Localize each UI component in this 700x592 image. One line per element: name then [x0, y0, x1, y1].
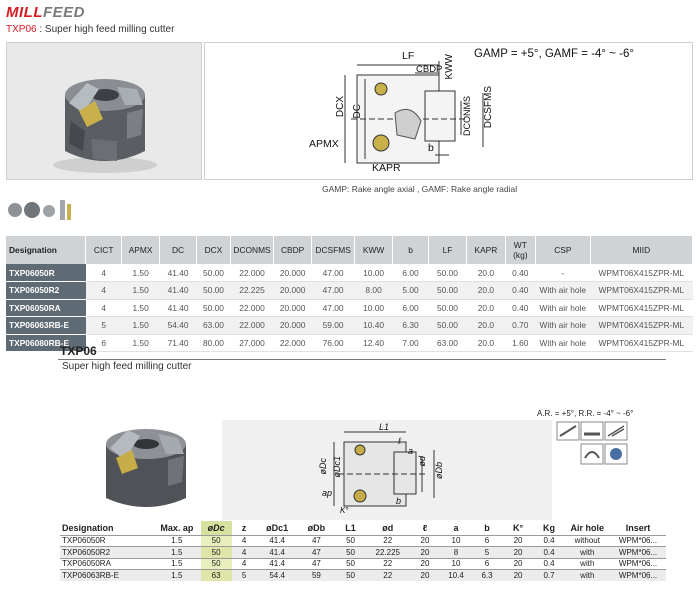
table-cell: 12.40 [354, 334, 392, 352]
section2-title: TXP06 [60, 344, 97, 358]
col-header: Kg [543, 522, 556, 533]
table-cell: WPM*06... [610, 570, 666, 582]
table-cell: 20.0 [467, 317, 505, 335]
col-header: øDc1 [266, 522, 289, 533]
table-cell: 80.00 [196, 334, 230, 352]
dim-db: øDb [434, 462, 444, 480]
table-cell: 47 [298, 547, 335, 559]
table-cell: 71.40 [160, 334, 196, 352]
designation-cell: TXP06050R2 [6, 282, 86, 300]
table-cell: 5 [232, 570, 257, 582]
cutter-photo [7, 43, 203, 181]
table-cell: 5.00 [393, 282, 428, 300]
table-cell: 20.000 [273, 299, 311, 317]
section2-angle-note: A.R. = +5°, R.R. = -4° ~ -6° [537, 409, 634, 418]
table-cell: 20.0 [467, 299, 505, 317]
table-cell: 50 [335, 535, 366, 547]
table-cell: 6 [86, 334, 121, 352]
table-cell: 20.0 [467, 282, 505, 300]
dim-ap: ap [322, 488, 333, 498]
col-header: Designation [6, 236, 86, 264]
col-header: CICT [86, 236, 121, 264]
table-cell: 10 [440, 535, 471, 547]
table-cell: 22.000 [231, 299, 274, 317]
table-cell: 47 [298, 535, 335, 547]
col-header: WT (kg) [505, 236, 535, 264]
table-cell: 50 [201, 535, 232, 547]
table-cell: with [565, 558, 611, 570]
table-cell: without [565, 535, 611, 547]
table-cell: 63 [201, 570, 232, 582]
col-header: ød [382, 522, 394, 533]
col-header: Insert [625, 522, 651, 533]
col-header: z [241, 522, 247, 533]
table-cell: 20 [409, 535, 440, 547]
dim-dcx: DCX [335, 96, 346, 118]
dim-cbdp: CBDP [416, 64, 443, 75]
table-cell: 5 [86, 317, 121, 335]
dim-dc1: øDc1 [332, 456, 342, 478]
table-cell: 6 [472, 535, 503, 547]
table-cell: 1.50 [121, 264, 159, 282]
table-cell: 20 [503, 547, 534, 559]
table-row [6, 334, 693, 352]
table-cell: 59 [298, 570, 335, 582]
table-cell: 6.3 [472, 570, 503, 582]
machining-icons [556, 420, 664, 468]
table-cell: 7.00 [393, 334, 428, 352]
table-cell: 4 [232, 558, 257, 570]
section2-divider [58, 359, 666, 360]
dim-dc2: øDc [318, 458, 328, 475]
table-cell: 20 [503, 570, 534, 582]
table-cell: 22 [366, 558, 409, 570]
dim-b: b [428, 142, 434, 154]
table-cell: 1.50 [121, 299, 159, 317]
designation-cell: TXP06050RA [60, 558, 153, 570]
drawing-caption: GAMP: Rake angle axial , GAMF: Rake angle radial [322, 184, 518, 194]
table-cell: 63.00 [196, 317, 230, 335]
dim-dcsfms: DCSFMS [483, 86, 494, 129]
col-header: APMX [121, 236, 159, 264]
table-cell: With air hole [536, 334, 591, 352]
table-cell: 50.00 [428, 264, 466, 282]
dim-lf: LF [402, 50, 415, 62]
table-cell: 22.225 [366, 547, 409, 559]
cutter-photo-2 [88, 414, 204, 518]
table-cell: With air hole [536, 299, 591, 317]
technical-drawing-2 [222, 420, 552, 520]
col-header: Designation [62, 522, 114, 533]
table-cell: 22.000 [273, 334, 311, 352]
table-cell: 1.5 [153, 547, 201, 559]
table-cell: 22.225 [231, 282, 274, 300]
table-cell: 50.00 [428, 299, 466, 317]
table-cell: 1.5 [153, 570, 201, 582]
col-header: b [393, 236, 428, 264]
col-header: CSP [536, 236, 591, 264]
table-cell: 20.000 [273, 282, 311, 300]
designation-cell: TXP06080RB-E [6, 334, 86, 352]
table-cell: WPM*06... [610, 547, 666, 559]
dim-k: K° [340, 506, 349, 515]
table-cell: 50.00 [196, 282, 230, 300]
section2-subtitle: Super high feed milling cutter [62, 361, 192, 372]
designation-cell: TXP06050RA [6, 299, 86, 317]
table-cell: 10.4 [440, 570, 471, 582]
table-cell: 41.40 [160, 282, 196, 300]
table-cell: 50 [335, 558, 366, 570]
table-cell: WPM*06... [610, 558, 666, 570]
table-cell: 41.40 [160, 299, 196, 317]
product-photo-panel [6, 42, 202, 180]
table-cell: 8 [440, 547, 471, 559]
table-cell: 4 [86, 264, 121, 282]
table-cell: 47 [298, 558, 335, 570]
col-header: CBDP [273, 236, 311, 264]
table-row [60, 535, 666, 547]
table-cell: 20.0 [467, 334, 505, 352]
dim-b2: b [396, 496, 402, 506]
table-cell: 20 [503, 558, 534, 570]
table-cell: 0.70 [505, 317, 535, 335]
table-cell: 4 [232, 535, 257, 547]
table-cell: 20 [503, 535, 534, 547]
table-cell: 8.00 [354, 282, 392, 300]
product-subtitle [6, 24, 174, 35]
col-header: b [484, 522, 490, 533]
table-cell: 20 [409, 547, 440, 559]
rake-angle-note: GAMP = +5°, GAMF = -4° ~ -6° [474, 48, 634, 60]
col-header: Max. ap [160, 522, 194, 533]
designation-cell: TXP06050R [60, 535, 153, 547]
table-cell: 76.00 [312, 334, 355, 352]
dim-dd: ød [417, 456, 427, 467]
table-cell: WPM*06... [610, 535, 666, 547]
table-cell: - [536, 264, 591, 282]
table-cell: 20 [409, 570, 440, 582]
table-cell: 50 [201, 558, 232, 570]
table-cell: 4 [232, 547, 257, 559]
designation-cell: TXP06050R2 [60, 547, 153, 559]
table-cell: 10 [440, 558, 471, 570]
product-code: TXP06 [6, 24, 37, 35]
table-cell: 50.00 [196, 299, 230, 317]
table-cell: 5 [472, 547, 503, 559]
table-cell: 50.00 [428, 317, 466, 335]
col-header: øDb [307, 522, 326, 533]
table-cell: 50.00 [196, 264, 230, 282]
dim-a: a [408, 446, 414, 456]
table-cell: 1.50 [121, 282, 159, 300]
table-row [60, 570, 666, 582]
col-header: MIID [590, 236, 692, 264]
table-cell: 1.5 [153, 535, 201, 547]
table-cell: With air hole [536, 317, 591, 335]
col-header: DCX [196, 236, 230, 264]
col-header: ℓ [422, 522, 428, 533]
table-cell: 47.00 [312, 264, 355, 282]
table-cell: 6.00 [393, 299, 428, 317]
table-cell: 0.7 [534, 570, 565, 582]
table-cell: WPMT06X415ZPR-ML [590, 317, 692, 335]
table-cell: WPMT06X415ZPR-ML [590, 299, 692, 317]
table-cell: 59.00 [312, 317, 355, 335]
table-cell: 22 [366, 535, 409, 547]
spec-table-summary [60, 521, 666, 581]
col-header: DC [160, 236, 196, 264]
table-cell: 41.40 [160, 264, 196, 282]
table-cell: WPMT06X415ZPR-ML [590, 264, 692, 282]
table-cell: 0.40 [505, 264, 535, 282]
table-row [60, 558, 666, 570]
table-cell: 1.50 [121, 334, 159, 352]
table-cell: 22.000 [231, 317, 274, 335]
table-cell: 41.4 [256, 558, 297, 570]
designation-cell: TXP06063RB-E [6, 317, 86, 335]
table-cell: 50 [335, 570, 366, 582]
table-row [6, 317, 693, 335]
table-cell: With air hole [536, 282, 591, 300]
table-cell: 1.50 [121, 317, 159, 335]
table-cell: 0.4 [534, 535, 565, 547]
product-thumbnails [6, 196, 76, 222]
dim-kww: KWW [444, 54, 455, 80]
designation-cell: TXP06050R [6, 264, 86, 282]
table-cell: 20.0 [467, 264, 505, 282]
table-cell: 54.40 [160, 317, 196, 335]
table-cell: 20.000 [273, 264, 311, 282]
col-header: Air hole [570, 522, 605, 533]
table-cell: with [565, 547, 611, 559]
table-cell: 6.00 [393, 264, 428, 282]
table-row [6, 299, 693, 317]
table-cell: 10.00 [354, 299, 392, 317]
table-cell: 20 [409, 558, 440, 570]
table-cell: 50 [201, 547, 232, 559]
dim-dconms: DCONMS [462, 96, 472, 136]
col-header: øDc [201, 521, 232, 535]
table-row [6, 282, 693, 300]
col-header: KAPR [467, 236, 505, 264]
table-cell: WPMT06X415ZPR-ML [590, 282, 692, 300]
col-header: DCONMS [231, 236, 274, 264]
col-header: DCSFMS [312, 236, 355, 264]
table-cell: 10.00 [354, 264, 392, 282]
table-cell: 50 [335, 547, 366, 559]
table-cell: 41.4 [256, 547, 297, 559]
table-cell: 20.000 [273, 317, 311, 335]
table-cell: 4 [86, 299, 121, 317]
table-cell: with [565, 570, 611, 582]
spec-table-metric [6, 236, 693, 352]
designation-cell: TXP06063RB-E [60, 570, 153, 582]
table-cell: 6 [472, 558, 503, 570]
table-cell: 63.00 [428, 334, 466, 352]
table-cell: 54.4 [256, 570, 297, 582]
col-header: KWW [354, 236, 392, 264]
table-cell: 22 [366, 570, 409, 582]
table-cell: 0.4 [534, 547, 565, 559]
col-header: LF [428, 236, 466, 264]
table-cell: 0.4 [534, 558, 565, 570]
table-cell: 47.00 [312, 282, 355, 300]
table-cell: 50.00 [428, 282, 466, 300]
dim-dc: DC [352, 104, 363, 119]
table-cell: 6.30 [393, 317, 428, 335]
table-row [6, 264, 693, 282]
table-cell: 0.40 [505, 299, 535, 317]
table-cell: 41.4 [256, 535, 297, 547]
dim-apmx: APMX [309, 138, 339, 150]
dim-l: ℓ [398, 436, 401, 446]
table-cell: 47.00 [312, 299, 355, 317]
table-cell: 0.40 [505, 282, 535, 300]
brand-logo: MILLFEED [6, 4, 86, 21]
table-cell: 27.000 [231, 334, 274, 352]
table-cell: 22.000 [231, 264, 274, 282]
table-cell: 1.60 [505, 334, 535, 352]
product-desc: : Super high feed milling cutter [36, 24, 175, 35]
table-cell: WPMT06X415ZPR-ML [590, 334, 692, 352]
col-header: L1 [345, 522, 356, 533]
table-cell: 1.5 [153, 558, 201, 570]
col-header: a [453, 522, 459, 533]
col-header: K° [512, 522, 524, 533]
table-cell: 4 [86, 282, 121, 300]
table-cell: 10.40 [354, 317, 392, 335]
table-row [60, 547, 666, 559]
dim-kapr: KAPR [372, 162, 401, 174]
dim-l1: L1 [379, 422, 390, 432]
